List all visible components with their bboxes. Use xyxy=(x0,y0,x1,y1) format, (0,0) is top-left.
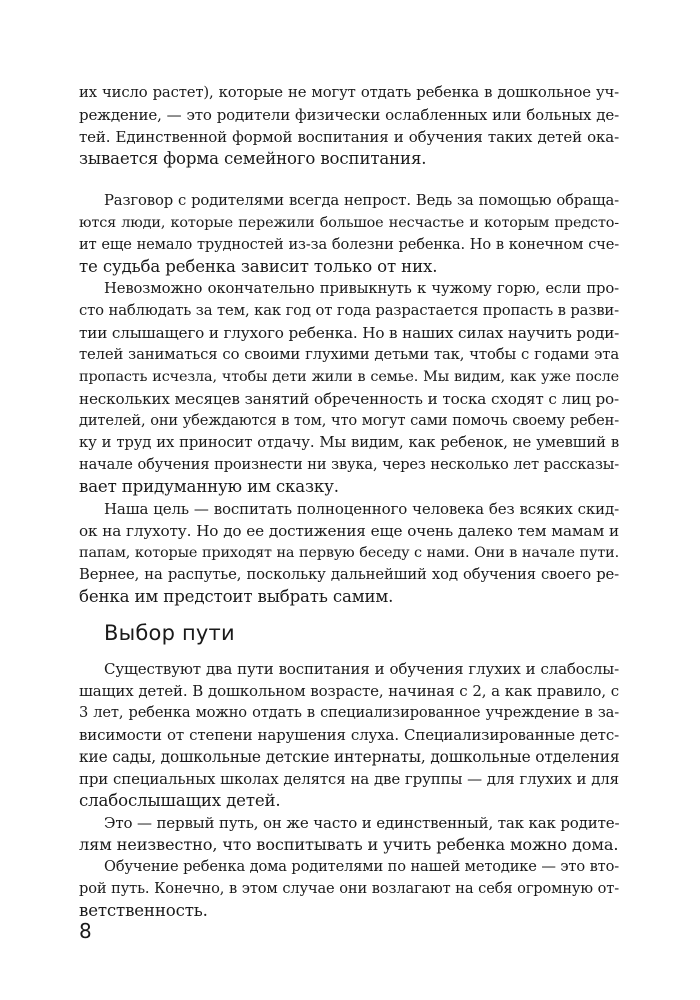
text-line: пропасть исчезла, чтобы дети жили в семье. Мы видим, как уже после xyxy=(79,369,619,385)
text-line: Обучение ребенка дома родителями по нашей методике — это вто- xyxy=(104,858,619,875)
text-line: Невозможно окончательно привыкнуть к чужому горю, если про- xyxy=(104,280,619,297)
text-line: Существуют два пути воспитания и обучения глухих и слабослы- xyxy=(104,660,619,678)
text-line: ку и труд их приносит отдачу. Мы видим, как ребенок, не умевший в xyxy=(79,434,619,451)
text-line: реждение, — это родители физически ослабленных или больных де- xyxy=(79,106,619,124)
text-line: телей заниматься со своими глухими детьми так, чтобы с годами эта xyxy=(79,346,619,363)
text-line: нескольких месяцев занятий обреченность и тоска сходят с лиц ро- xyxy=(79,390,619,408)
section-heading: Выбор пути xyxy=(104,621,235,645)
text-line: сто наблюдать за тем, как год от года разрастается пропасть в разви- xyxy=(79,302,619,319)
text-line: бенка им предстоит выбрать самим. xyxy=(79,587,394,606)
text-line: папам, которые приходят на первую беседу с нами. Они в начале пути. xyxy=(79,545,619,561)
text-line: лям неизвестно, что воспитывать и учить ребенка можно дома. xyxy=(79,835,619,854)
text-line: начале обучения произнести ни звука, через несколько лет рассказы- xyxy=(79,456,619,473)
text-line: тии слышащего и глухого ребенка. Но в наших силах научить роди- xyxy=(79,324,620,342)
text-line: тей. Единственной формой воспитания и обучения таких детей ока- xyxy=(79,128,619,146)
text-line: вает придуманную им сказку. xyxy=(79,477,339,496)
text-line: Вернее, на распутье, поскольку дальнейший ход обучения своего ре- xyxy=(79,566,619,583)
text-line: кие сады, дошкольные детские интернаты, дошкольные отделения xyxy=(79,748,620,766)
text-line: шащих детей. В дошкольном возрасте, начиная с 2, а как правило, с xyxy=(79,682,619,700)
text-line: при специальных школах делятся на две группы — для глухих и для xyxy=(79,770,619,788)
text-line: ются люди, которые пережили большое несчастье и которым предсто- xyxy=(79,215,619,231)
text-line: зывается форма семейного воспитания. xyxy=(79,149,427,168)
text-line: ветственность. xyxy=(79,901,208,920)
text-line: Это — первый путь, он же часто и единственный, так как родите- xyxy=(104,814,620,832)
text-line: Разговор с родителями всегда непрост. Ведь за помощью обраща- xyxy=(104,192,619,209)
page-number: 8 xyxy=(79,919,92,943)
text-line: те судьба ребенка зависит только от них. xyxy=(79,257,438,276)
text-line: слабослышащих детей. xyxy=(79,791,281,810)
text-line: рой путь. Конечно, в этом случае они возлагают на себя огромную от- xyxy=(79,880,619,897)
text-line: дителей, они убеждаются в том, что могут сами помочь своему ребен- xyxy=(79,412,619,429)
text-line: 3 лет, ребенка можно отдать в специализированное учреждение в за- xyxy=(79,704,619,721)
text-line: ок на глухоту. Но до ее достижения еще очень далеко тем мамам и xyxy=(79,522,619,540)
text-line: ит еще немало трудностей из-за болезни ребенка. Но в конечном сче- xyxy=(79,236,619,253)
text-line: Наша цель — воспитать полноценного человека без всяких скид- xyxy=(104,500,619,518)
text-line: их число растет), которые не могут отдать ребенка в дошкольное уч- xyxy=(79,84,619,101)
text-line: висимости от степени нарушения слуха. Специализированные детс- xyxy=(79,726,619,744)
